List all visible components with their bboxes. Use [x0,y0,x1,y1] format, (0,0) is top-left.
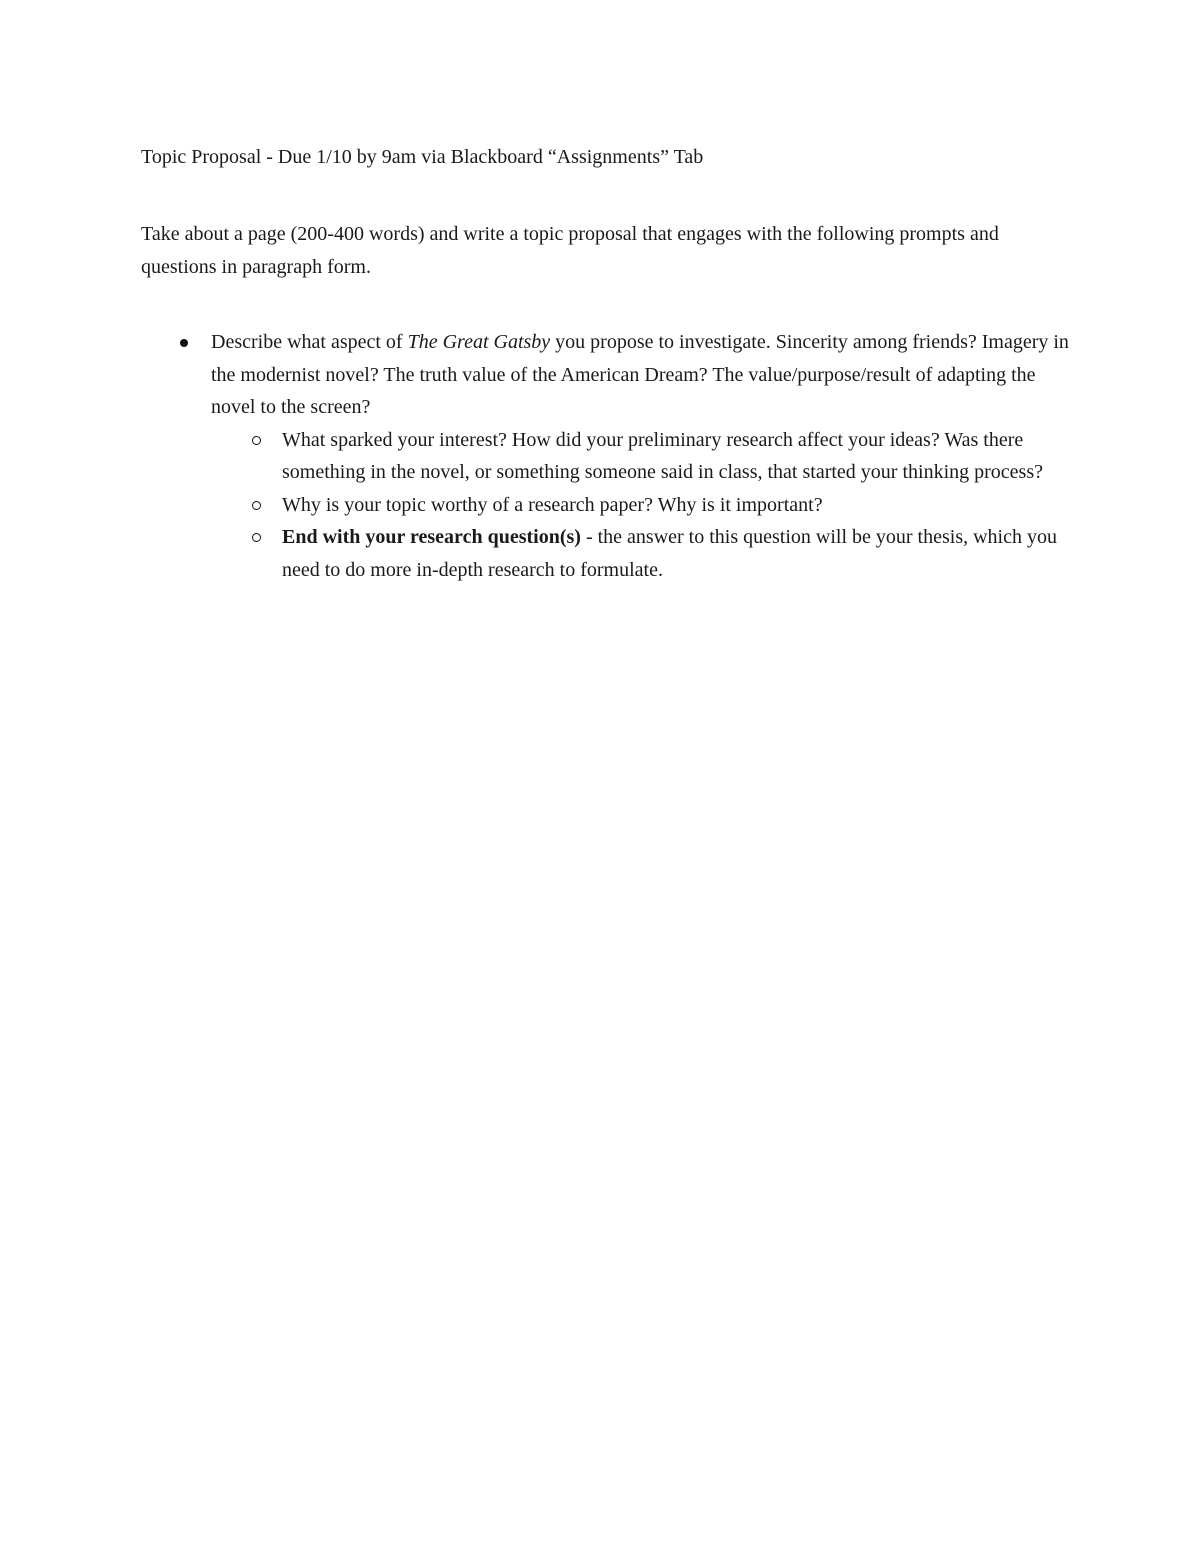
hollow-circle-icon [252,533,261,542]
list-item [211,424,1071,489]
sub-question-text: What sparked your interest? How did your preliminary research affect your ideas? Was there something in the novel, or something someone said in class, that started your thinking process? [282,428,1043,483]
bullet-text [211,331,1069,418]
list-item [211,489,1071,522]
research-question-emphasis: End with your research question(s) [282,526,581,548]
list-item [141,326,1071,586]
list-item [211,521,1071,586]
hollow-circle-icon [252,436,261,445]
research-question-detail: - the answer to this question will be your thesis, which you need to do more in-depth research to formulate. [282,526,1057,581]
bullet-text-before: Describe what aspect of [211,331,408,353]
document-title: Topic Proposal - Due 1/10 by 9am via Blackboard “Assignments” Tab [141,146,704,168]
prompt-list [141,326,1071,586]
book-title: The Great Gatsby [407,331,551,353]
bullet-text-after: you propose to investigate. Sincerity among friends? Imagery in the modernist novel? The truth value of the American Dream? The value/purpose/result of adapting the novel to the screen? [211,331,1069,418]
bullet-dot-icon [180,339,188,347]
sub-question-list [211,424,1071,587]
sub-question-text: Why is your topic worthy of a research paper? Why is it important? [282,493,823,516]
sub-question-text [282,521,1072,586]
intro-paragraph: Take about a page (200-400 words) and write a topic proposal that engages with the following prompts and questions in paragraph form. [141,223,999,278]
hollow-circle-icon [252,501,261,510]
